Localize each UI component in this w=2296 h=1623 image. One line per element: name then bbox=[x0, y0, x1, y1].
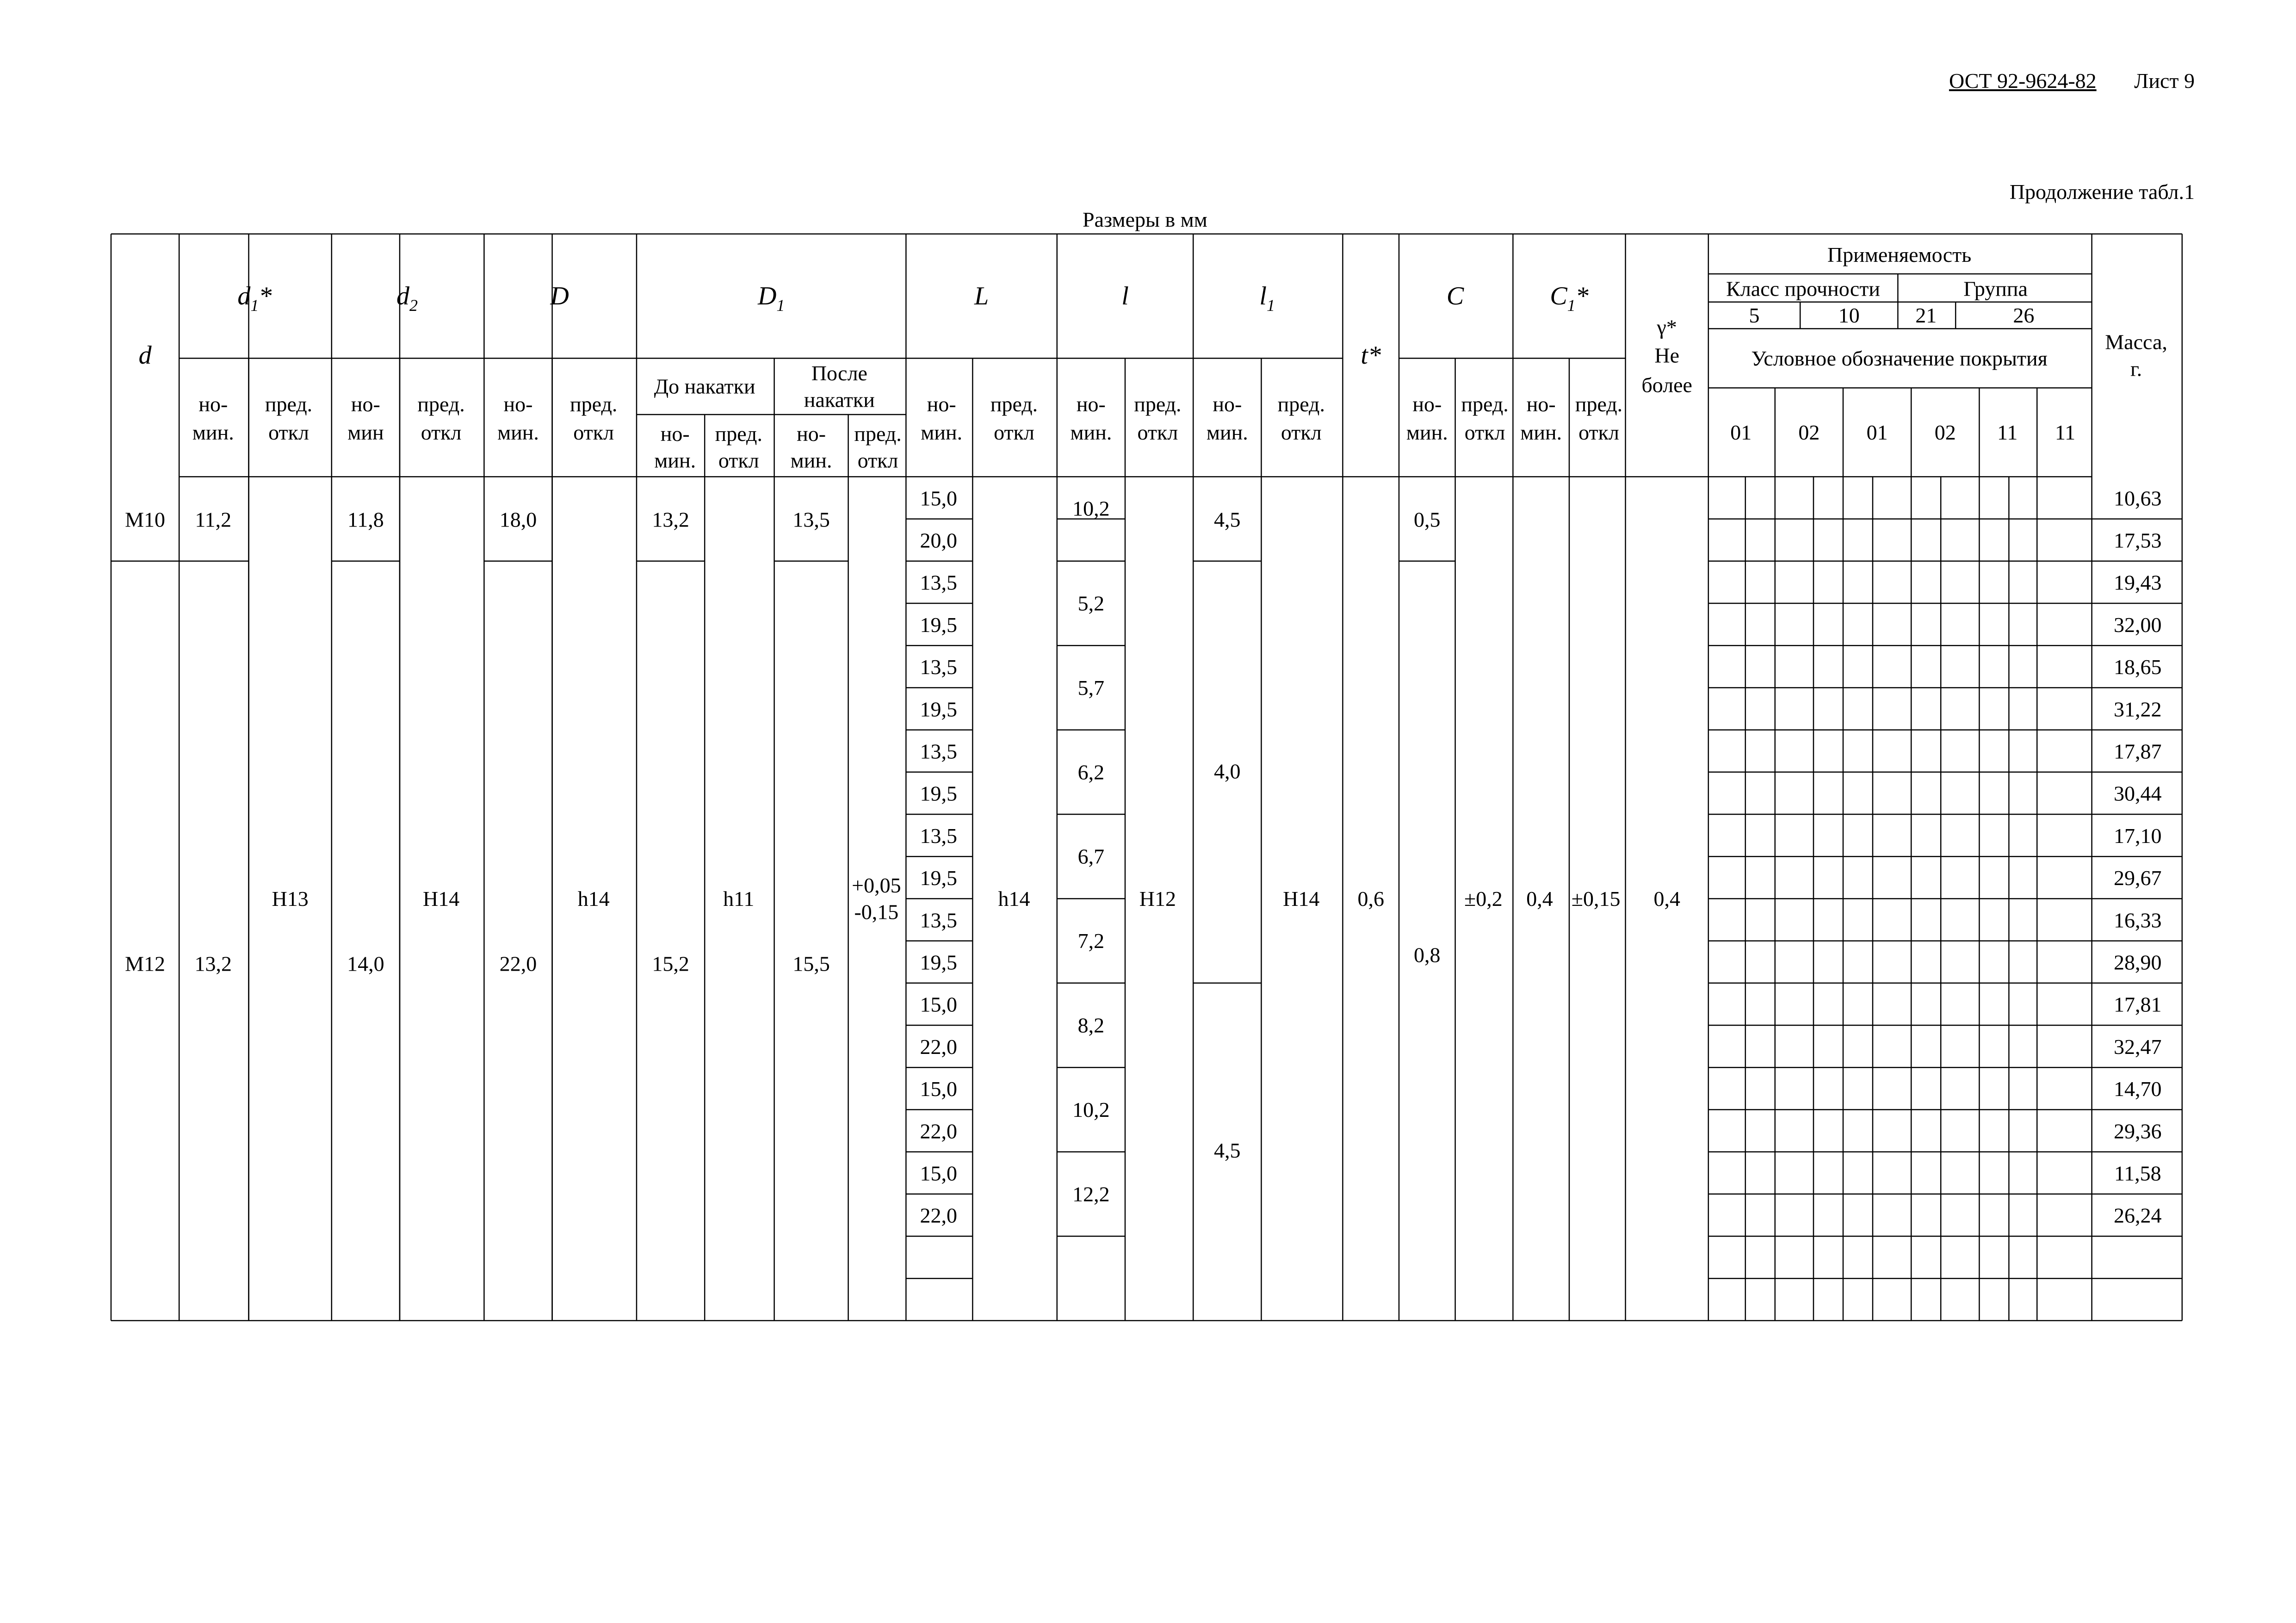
column-header-l1: $l_1$ bbox=[1259, 282, 1275, 315]
coating-code: 01 bbox=[1866, 420, 1888, 444]
column-header-L: L bbox=[974, 282, 989, 310]
subscript: 1 bbox=[1266, 296, 1275, 315]
value-t: 0,6 bbox=[1357, 886, 1384, 911]
deviation-subheader: откл bbox=[268, 420, 309, 444]
deviation-subheader: пред. bbox=[265, 392, 313, 416]
coating-code: 02 bbox=[1798, 420, 1820, 444]
value-L: 13,5 bbox=[920, 908, 958, 932]
asterisk: * bbox=[1575, 282, 1589, 310]
value-mass: 17,87 bbox=[2114, 739, 2162, 763]
asterisk: * bbox=[259, 282, 272, 310]
column-header-gamma-ne: Не bbox=[1654, 343, 1680, 367]
value-L: 13,5 bbox=[920, 824, 958, 848]
nominal-subheader: мин. bbox=[497, 420, 539, 444]
value-d1-nominal: 11,2 bbox=[195, 508, 232, 532]
subscript: 2 bbox=[409, 296, 418, 315]
value-D1-before-nominal: 13,2 bbox=[652, 508, 689, 532]
deviation-subheader: пред. bbox=[854, 422, 902, 446]
value-gamma: 0,4 bbox=[1653, 886, 1680, 911]
value-L: 19,5 bbox=[920, 781, 958, 805]
deviation-subheader: откл bbox=[1281, 420, 1322, 444]
value-D-nominal: 22,0 bbox=[499, 952, 537, 976]
value-l: 12,2 bbox=[1072, 1182, 1110, 1206]
nominal-subheader: мин. bbox=[1406, 420, 1448, 444]
tolerance-D1-after: +0,05 bbox=[852, 873, 901, 898]
nominal-subheader: мин. bbox=[192, 420, 234, 444]
coating-code: 02 bbox=[1934, 420, 1956, 444]
value-D1-before-nominal: 15,2 bbox=[652, 952, 689, 976]
table-continuation-label: Продолжение табл.1 bbox=[2009, 180, 2195, 204]
column-header-d1: $d_1*$ bbox=[237, 282, 272, 315]
value-L: 19,5 bbox=[920, 866, 958, 890]
coating-code: 11 bbox=[1997, 420, 2018, 444]
tolerance-d1: H13 bbox=[272, 886, 309, 911]
tolerance-D: h14 bbox=[577, 886, 610, 911]
value-mass: 30,44 bbox=[2114, 781, 2162, 805]
thread-size: M12 bbox=[125, 952, 166, 976]
deviation-subheader: откл bbox=[718, 448, 759, 472]
coating-code: 01 bbox=[1730, 420, 1752, 444]
after-knurl-header: накатки bbox=[804, 388, 875, 412]
strength-class-10: 10 bbox=[1838, 304, 1860, 328]
deviation-subheader: откл bbox=[1137, 420, 1178, 444]
value-l1: 4,0 bbox=[1214, 759, 1241, 783]
group-header: Группа bbox=[1963, 277, 2028, 301]
value-l: 6,7 bbox=[1077, 844, 1105, 868]
tolerance-C1: ±0,15 bbox=[1571, 886, 1621, 911]
nominal-subheader: но- bbox=[351, 392, 380, 416]
nominal-subheader: но- bbox=[927, 392, 956, 416]
value-mass: 14,70 bbox=[2114, 1077, 2162, 1101]
deviation-subheader: пред. bbox=[1277, 392, 1325, 416]
nominal-subheader: мин. bbox=[1206, 420, 1248, 444]
deviation-subheader: пред. bbox=[1575, 392, 1623, 416]
nominal-subheader: но- bbox=[660, 422, 690, 446]
column-header-gamma: γ* bbox=[1657, 315, 1677, 339]
column-header-l: l bbox=[1121, 282, 1129, 310]
value-L: 22,0 bbox=[920, 1119, 958, 1143]
value-l: 5,2 bbox=[1077, 591, 1105, 615]
value-l1: 4,5 bbox=[1214, 508, 1241, 532]
tolerance-D1-before: h11 bbox=[723, 886, 755, 911]
value-C-nominal: 0,5 bbox=[1414, 508, 1441, 532]
group-21: 21 bbox=[1915, 304, 1937, 328]
value-l: 10,2 bbox=[1072, 496, 1110, 520]
tolerance-L: h14 bbox=[998, 886, 1030, 911]
column-header-D1: $D_1$ bbox=[757, 282, 785, 315]
value-mass: 17,53 bbox=[2114, 528, 2162, 552]
nominal-subheader: мин. bbox=[1520, 420, 1562, 444]
value-d1-nominal: 13,2 bbox=[194, 952, 232, 976]
nominal-subheader: но- bbox=[503, 392, 533, 416]
mass-header: Масса, bbox=[2105, 330, 2167, 354]
document-code: ОСТ 92-9624-82 bbox=[1949, 69, 2097, 93]
value-mass: 10,63 bbox=[2114, 486, 2162, 510]
value-mass: 29,36 bbox=[2114, 1119, 2162, 1143]
value-l: 5,7 bbox=[1077, 675, 1105, 700]
value-mass: 32,00 bbox=[2114, 613, 2162, 637]
before-knurl-header: До накатки bbox=[654, 374, 755, 398]
nominal-subheader: но- bbox=[1213, 392, 1242, 416]
value-C1: 0,4 bbox=[1526, 886, 1553, 911]
subscript: 1 bbox=[1567, 296, 1576, 315]
value-L: 15,0 bbox=[920, 1077, 958, 1101]
sheet-number: Лист 9 bbox=[2134, 69, 2195, 93]
value-D1-after-nominal: 13,5 bbox=[792, 508, 830, 532]
deviation-subheader: откл bbox=[573, 420, 614, 444]
value-mass: 19,43 bbox=[2114, 570, 2162, 595]
coating-header: Условное обозначение покрытия bbox=[1751, 346, 2048, 370]
group-26: 26 bbox=[2013, 304, 2035, 328]
column-header-t: t* bbox=[1361, 341, 1381, 370]
tolerance-D1-after: -0,15 bbox=[854, 900, 899, 924]
units-label: Размеры в мм bbox=[1083, 208, 1207, 231]
tolerance-C: ±0,2 bbox=[1464, 886, 1503, 911]
nominal-subheader: мин. bbox=[654, 448, 696, 472]
value-l: 6,2 bbox=[1077, 760, 1105, 784]
nominal-subheader: мин. bbox=[921, 420, 963, 444]
value-d2-nominal: 14,0 bbox=[347, 952, 384, 976]
nominal-subheader: мин bbox=[347, 420, 384, 444]
deviation-subheader: откл bbox=[421, 420, 462, 444]
value-mass: 26,24 bbox=[2114, 1203, 2162, 1227]
value-mass: 29,67 bbox=[2114, 866, 2162, 890]
value-L: 22,0 bbox=[920, 1203, 958, 1227]
value-D1-after-nominal: 15,5 bbox=[792, 952, 830, 976]
subscript: 1 bbox=[250, 296, 259, 315]
value-mass: 32,47 bbox=[2114, 1035, 2162, 1059]
thread-size: M10 bbox=[125, 508, 166, 532]
value-L: 20,0 bbox=[920, 528, 958, 552]
nominal-subheader: но- bbox=[1076, 392, 1106, 416]
coating-code: 11 bbox=[2055, 420, 2076, 444]
nominal-subheader: но- bbox=[797, 422, 826, 446]
value-L: 15,0 bbox=[920, 992, 958, 1016]
value-L: 19,5 bbox=[920, 613, 958, 637]
value-l: 7,2 bbox=[1077, 929, 1105, 953]
mass-header-unit: г. bbox=[2130, 357, 2142, 381]
value-L: 19,5 bbox=[920, 950, 958, 974]
value-L: 22,0 bbox=[920, 1035, 958, 1059]
strength-class-5: 5 bbox=[1749, 304, 1760, 328]
value-L: 13,5 bbox=[920, 739, 958, 763]
value-L: 13,5 bbox=[920, 655, 958, 679]
deviation-subheader: откл bbox=[994, 420, 1034, 444]
value-mass: 17,81 bbox=[2114, 992, 2162, 1016]
column-header-gamma-bolee: более bbox=[1641, 373, 1692, 397]
column-header-D: D bbox=[550, 282, 569, 310]
deviation-subheader: пред. bbox=[990, 392, 1038, 416]
deviation-subheader: пред. bbox=[1134, 392, 1182, 416]
value-D-nominal: 18,0 bbox=[499, 508, 537, 532]
subscript: 1 bbox=[776, 296, 785, 315]
tolerance-l: H12 bbox=[1139, 886, 1176, 911]
deviation-subheader: откл bbox=[857, 448, 898, 472]
value-l1: 4,5 bbox=[1214, 1138, 1241, 1162]
deviation-subheader: пред. bbox=[1461, 392, 1509, 416]
nominal-subheader: мин. bbox=[1070, 420, 1112, 444]
value-mass: 31,22 bbox=[2114, 697, 2162, 721]
nominal-subheader: но- bbox=[1526, 392, 1556, 416]
value-l: 8,2 bbox=[1077, 1013, 1105, 1037]
value-C-nominal: 0,8 bbox=[1414, 943, 1441, 967]
value-mass: 16,33 bbox=[2114, 908, 2162, 932]
deviation-subheader: пред. bbox=[570, 392, 618, 416]
deviation-subheader: пред. bbox=[417, 392, 465, 416]
value-L: 15,0 bbox=[920, 1161, 958, 1185]
nominal-subheader: но- bbox=[1412, 392, 1442, 416]
value-mass: 11,58 bbox=[2114, 1161, 2161, 1185]
value-l: 10,2 bbox=[1072, 1097, 1110, 1121]
applicability-header: Применяемость bbox=[1827, 242, 1972, 266]
value-L: 13,5 bbox=[920, 570, 958, 595]
deviation-subheader: откл bbox=[1578, 420, 1619, 444]
deviation-subheader: пред. bbox=[715, 422, 762, 446]
column-header-C1: $C_1*$ bbox=[1550, 282, 1589, 315]
value-mass: 17,10 bbox=[2114, 824, 2162, 848]
value-mass: 18,65 bbox=[2114, 655, 2162, 679]
nominal-subheader: мин. bbox=[790, 448, 832, 472]
nominal-subheader: но- bbox=[198, 392, 228, 416]
column-header-d2: $d_2$ bbox=[396, 282, 418, 315]
strength-class-header: Класс прочности bbox=[1726, 277, 1881, 301]
tolerance-d2: H14 bbox=[422, 886, 460, 911]
value-d2-nominal: 11,8 bbox=[347, 508, 384, 532]
value-L: 15,0 bbox=[920, 486, 958, 510]
deviation-subheader: откл bbox=[1464, 420, 1505, 444]
column-header-C: C bbox=[1446, 282, 1464, 310]
tolerance-l1: H14 bbox=[1283, 886, 1320, 911]
column-header-d: d bbox=[138, 341, 152, 370]
value-L: 19,5 bbox=[920, 697, 958, 721]
value-mass: 28,90 bbox=[2114, 950, 2162, 974]
after-knurl-header: После bbox=[811, 361, 867, 385]
